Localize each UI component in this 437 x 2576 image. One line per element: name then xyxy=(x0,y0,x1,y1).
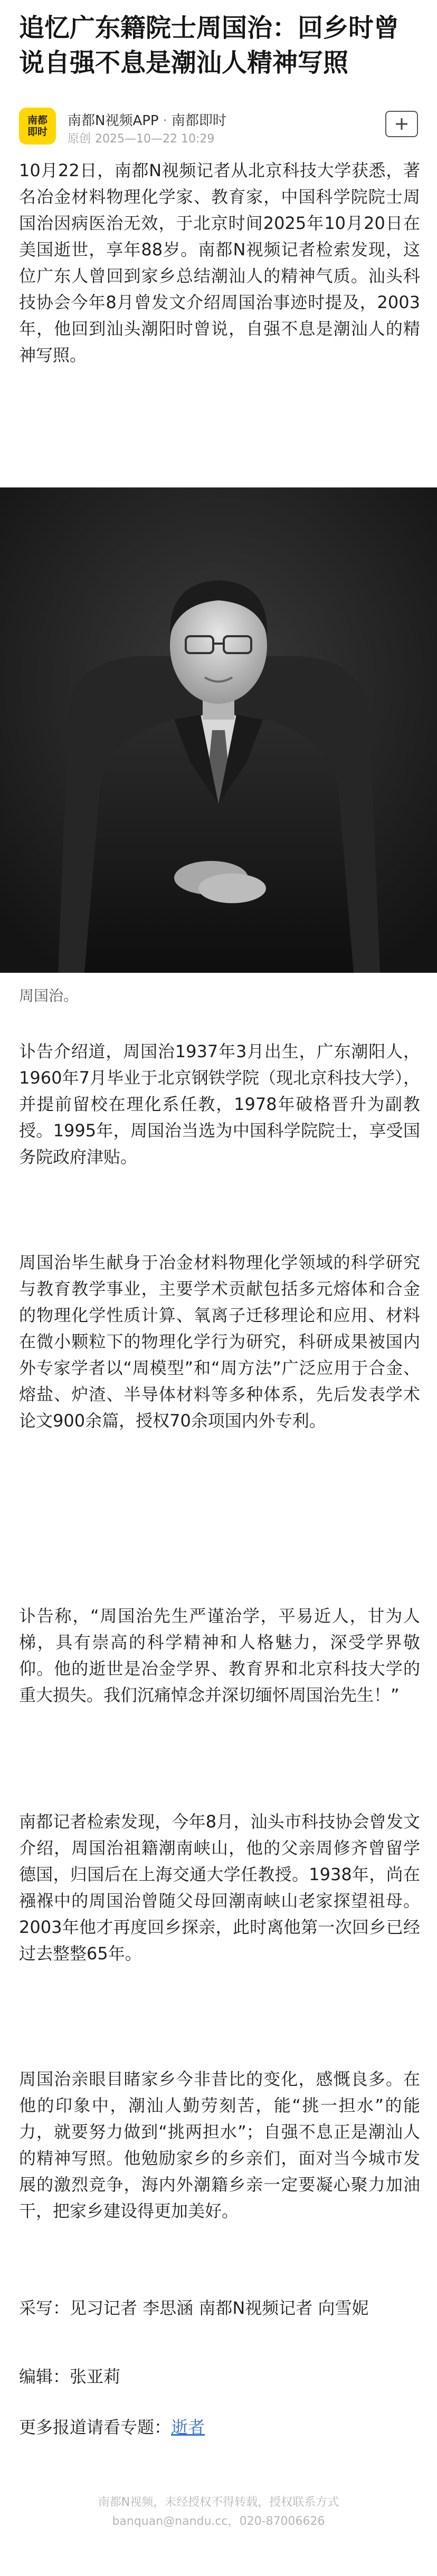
copyright-contact: banquan@nandu.cc，020-87006626 xyxy=(112,2515,325,2528)
paragraph-intro: 10月22日，南都N视频记者从北京科技大学获悉，著名冶金材料物理化学家、教育家，中国科学院院士周国治因病医治无效，于北京时间2025年10月20日在美国逝世，享年88岁。南都N视频记者检索发现，这位广东人曾回到家乡总结潮汕人的精神气质。汕头科技协会今年8月曾发文介绍周国治事迹时提及，2003年，他回到汕头潮阳时曾说，自强不息是潮汕人的精神写照。 xyxy=(19,160,420,365)
paragraph-spirit: 周国治亲眼目睹家乡今非昔比的变化，感慨良多。在他的印象中，潮汕人勤劳刻苦，能“挑一担水”的能力，就要努力做到“挑两担水”；自强不息正是潮汕人的精神写照。他勉励家乡的乡亲们，面对当今城市发展的激烈竞争，海内外潮籍乡亲一定要凝心聚力加油干，把家乡建设得更加美好。 xyxy=(19,2069,420,2221)
reporter-credit: 采写：见习记者 李思涵 南都N视频记者 向雪妮 xyxy=(19,2298,369,2318)
channel-name: 南都即时 xyxy=(171,113,226,129)
nandu-logo[interactable] xyxy=(19,108,56,145)
photo-caption: 周国治。 xyxy=(19,987,79,1004)
editor-credit: 编辑：张亚莉 xyxy=(19,2367,121,2387)
more-topics-label: 更多报道请看专题： xyxy=(19,2417,172,2437)
portrait-photo[interactable] xyxy=(0,487,437,973)
plus-icon xyxy=(395,117,408,131)
publish-datetime: 2025—10—22 10:29 xyxy=(95,132,215,146)
article-title: 追忆广东籍院士周国治：回乡时曾说自强不息是潮汕人精神写照 xyxy=(19,13,400,78)
logo-line-2: 即时 xyxy=(27,126,48,138)
original-tag: 原创 xyxy=(68,132,91,146)
more-topics xyxy=(19,2414,205,2438)
app-name: 南都N视频APP xyxy=(68,113,159,129)
paragraph-tribute: 讣告称，“周国治先生严谨治学，平易近人，甘为人梯，具有崇高的科学精神和人格魅力，深受学界敬仰。他的逝世是冶金学界、教育界和北京科技大学的重大损失。我们沉痛悼念并深切缅怀周国治先生！” xyxy=(19,1606,420,1705)
paragraph-hometown: 南都记者检索发现，今年8月，汕头市科技协会曾发文介绍，周国治祖籍潮南峡山，他的父亲周修齐曾留学德国，归国后在上海交通大学任教授。1938年，尚在襁褓中的周国治曾随父母回潮南峡山老家探望祖母。2003年他才再度回乡探亲，此时离他第一次回乡已经过去整整65年。 xyxy=(19,1812,420,1964)
topic-link-obituary[interactable]: 逝者 xyxy=(171,2417,205,2437)
follow-button[interactable] xyxy=(385,111,418,137)
portrait-image xyxy=(0,487,437,973)
paragraph-research: 周国治毕生献身于冶金材料物理化学领域的科学研究与教育教学事业，主要学术贡献包括多元熔体和合金的物理化学性质计算、氧离子迁移理论和应用、材料在微小颗粒下的物理化学行为研究，科研成果被国内外专家学者以“周模型”和“周方法”广泛应用于合金、熔盐、炉渣、半导体材料等多种体系，先后发表学术论文900余篇，授权70余项国内外专利。 xyxy=(19,1252,420,1431)
source-header xyxy=(19,103,418,151)
source-name[interactable]: 南都N视频APP · 南都即时 xyxy=(68,113,226,129)
publish-meta xyxy=(68,130,214,146)
copyright-line: 南都N视频，未经授权不得转载，授权联系方式 xyxy=(98,2496,339,2509)
copyright-footer xyxy=(0,2493,437,2531)
paragraph-obituary: 讣告介绍道，周国治1937年3月出生，广东潮阳人，1960年7月毕业于北京钢铁学院（现北京科技大学），并提前留校在理化系任教，1978年破格晋升为副教授。1995年，周国治当选为中国科学院院士，享受国务院政府津贴。 xyxy=(19,1041,420,1167)
logo-line-1: 南都 xyxy=(27,114,48,126)
